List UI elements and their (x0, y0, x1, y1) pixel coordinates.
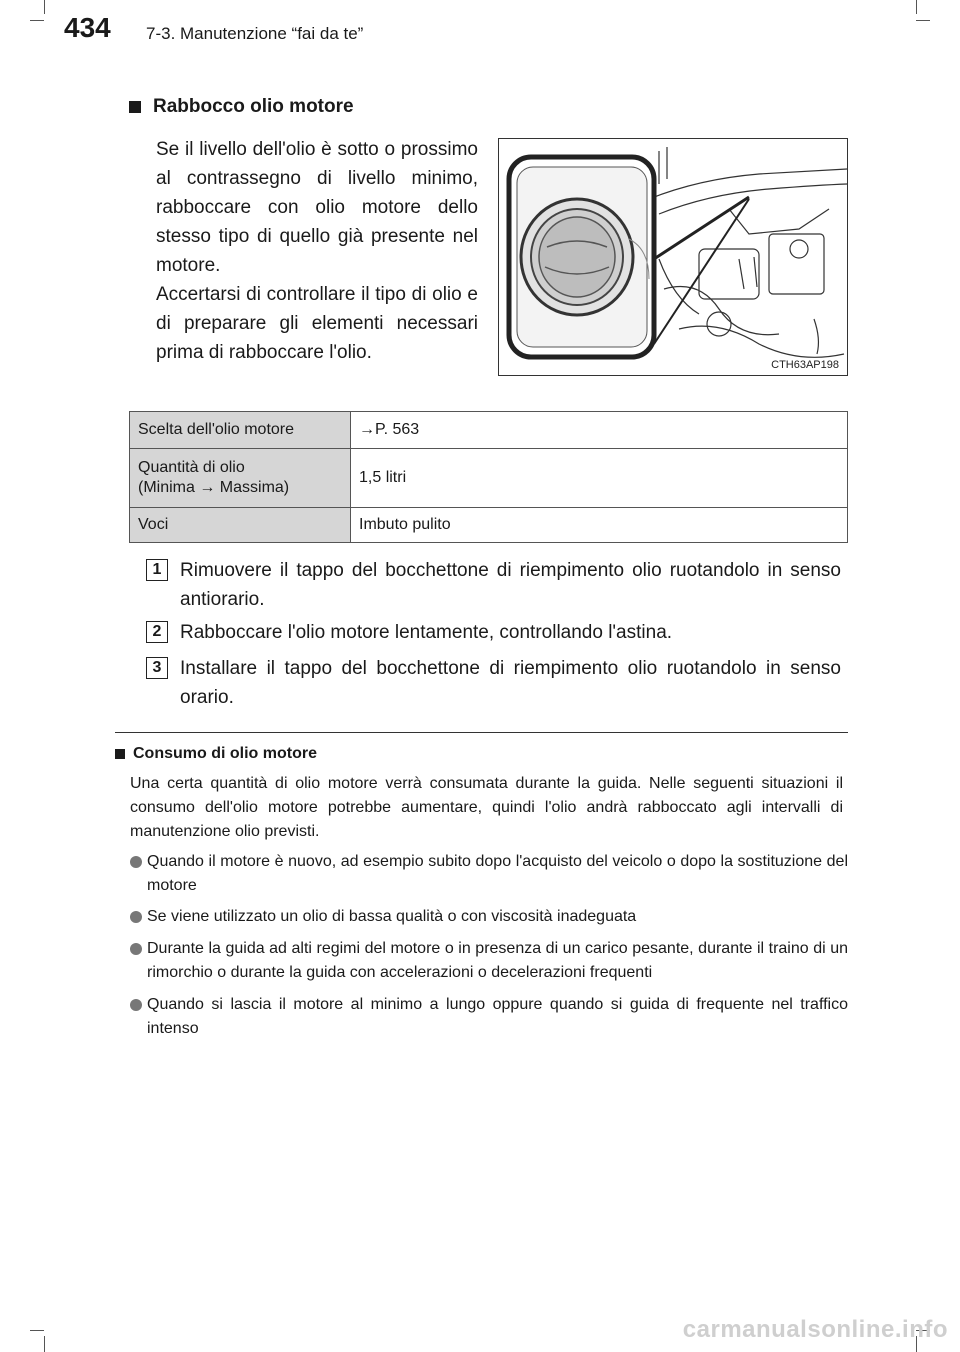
step-text: Rimuovere il tappo del bocchettone di riempimento olio ruotandolo in senso antiorario. (180, 560, 841, 610)
bullet-dot-icon (130, 856, 142, 868)
crop-mark (30, 20, 44, 21)
list-item-text: Se viene utilizzato un olio di bassa qualità o con viscosità inadeguata (147, 908, 637, 925)
section-title: 7-3. Manutenzione “fai da te” (146, 24, 364, 43)
consumption-heading-text: Consumo di olio motore (133, 745, 317, 762)
list-item-text: Quando si lascia il motore al minimo a lungo oppure quando si guida di frequente nel traffico intenso (147, 996, 848, 1037)
table-row (130, 508, 848, 543)
step-text: Rabboccare l'olio motore lentamente, controllando l'astina. (180, 622, 673, 643)
crop-mark (916, 0, 917, 14)
table-row (130, 449, 848, 508)
figure-code: CTH63AP198 (771, 359, 839, 371)
table-label (130, 449, 351, 508)
table-row (130, 412, 848, 449)
crop-mark (916, 20, 930, 21)
table-label-line: Quantità di olio (138, 459, 245, 476)
list-item-text: Durante la guida ad alti regimi del motore o in presenza di un carico pesante, durante il traino di un rimorchio o durante la guida con accelerazioni o decelerazioni frequenti (147, 940, 848, 981)
section-divider (115, 732, 848, 733)
table-label-line: (Minima → Massima) (138, 479, 290, 496)
square-bullet-icon (115, 749, 125, 759)
square-bullet-icon (129, 101, 141, 113)
step-number: 1 (146, 559, 168, 581)
crop-mark (44, 1336, 45, 1352)
consumption-paragraph: Una certa quantità di olio motore verrà consumata durante la guida. Nelle seguenti situazioni il consumo dell'olio motore potrebbe aumentare, quindi l'olio andrà rabboccato agli intervalli di manutenzione olio previsti. (130, 775, 843, 840)
table-value: 1,5 litri (351, 449, 848, 508)
step-text: Installare il tappo del bocchettone di riempimento olio ruotandolo in senso orario. (180, 658, 841, 708)
page-number: 434 (64, 12, 111, 43)
table-label: Voci (130, 508, 351, 543)
bullet-dot-icon (130, 943, 142, 955)
list-item-text: Quando il motore è nuovo, ad esempio subito dopo l'acquisto del veicolo o dopo la sostituzione del motore (147, 853, 848, 894)
watermark: carmanualsonline.info (682, 1316, 948, 1343)
consumption-heading (115, 745, 317, 763)
refill-paragraph-1: Se il livello dell'olio è sotto o prossimo al contrassegno di livello minimo, rabboccare con olio motore dello stesso tipo di quello già presente nel motore. (156, 139, 478, 276)
refill-paragraph-2: Accertarsi di controllare il tipo di olio e di preparare gli elementi necessari prima di rabboccare l'olio. (156, 284, 478, 363)
crop-mark (44, 0, 45, 14)
table-label: Scelta dell'olio motore (130, 412, 351, 449)
engine-oil-cap-figure (498, 138, 848, 376)
oil-spec-table (129, 411, 848, 543)
table-value: →P. 563 (351, 412, 848, 449)
engine-bay-illustration (499, 139, 848, 376)
crop-mark (30, 1330, 44, 1331)
table-value: Imbuto pulito (351, 508, 848, 543)
step-number: 2 (146, 621, 168, 643)
bullet-dot-icon (130, 999, 142, 1011)
refill-heading-text: Rabbocco olio motore (153, 96, 354, 117)
step-number: 3 (146, 657, 168, 679)
bullet-dot-icon (130, 911, 142, 923)
refill-heading (129, 96, 354, 118)
